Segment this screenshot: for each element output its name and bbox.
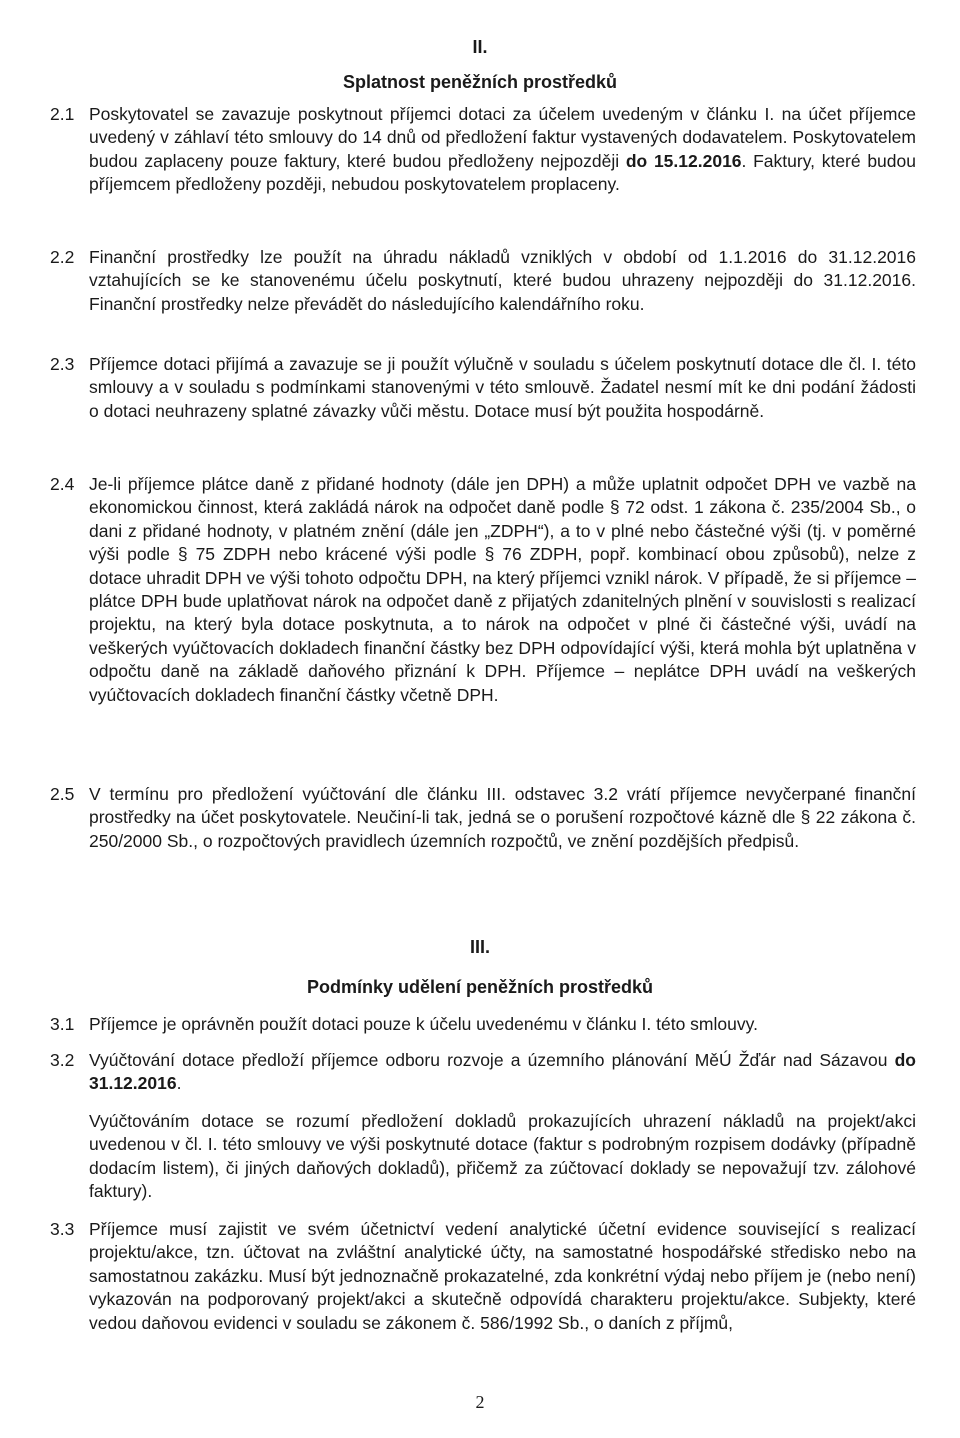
item-2-5-text: V termínu pro předložení vyúčtování dle článku III. odstavec 3.2 vrátí příjemce nevyčerpané finanční prostředky na účet poskytovatele. Neučiní-li tak, jedná se o porušení rozpočtové kázně dle § 22 zákona č. 250/2000 Sb., o rozpočtových pravidlech územních rozpočtů, ve znění pozdějších předpisů. [89, 784, 916, 851]
item-2-3-text: Příjemce dotaci přijímá a zavazuje se ji použít výlučně v souladu s účelem poskytnutí dotace dle čl. I. této smlouvy a v souladu s podmínkami stanovenými v této smlouvě. Žadatel nesmí mít ke dni podání žádosti o dotaci neuhrazeny splatné závazky vůči městu. Dotace musí být použita hospodárně. [89, 354, 916, 421]
item-3-1-text: Příjemce je oprávněn použít dotaci pouze k účelu uvedenému v článku I. této smlouvy. [89, 1014, 758, 1034]
item-3-3-number: 3.3 [50, 1219, 75, 1239]
item-3-1-number: 3.1 [50, 1014, 75, 1034]
item-2-4-number: 2.4 [50, 474, 75, 494]
section-3-title: Podmínky udělení peněžních prostředků [306, 977, 654, 997]
section-2-title: Splatnost peněžních prostředků [342, 72, 618, 92]
item-2-5-number: 2.5 [50, 784, 75, 804]
item-2-3-number: 2.3 [50, 354, 75, 374]
item-3-2-text-end: . [176, 1073, 182, 1094]
section-3-number: III. [469, 937, 490, 957]
item-3-2-text-start: Vyúčtování dotace předloží příjemce odboru rozvoje a územního plánování MěÚ Žďár nad Sázavou [89, 1050, 895, 1070]
page-number: 2 [475, 1392, 485, 1412]
item-2-1-text [89, 103, 916, 197]
item-3-3-text: Příjemce musí zajistit ve svém účetnictví vedení analytické účetní evidence související s realizací projektu/akce, tzn. účtovat na zvláštní analytické účty, na samostatné hospodářské středisko nebo na samostatnou zakázku. Musí být jednoznačně prokazatelné, zda konkrétní výdaj nebo příjem je (nebo není) vykazován na podporovaný projekt/akci a skutečně odpovídá charakteru projektu/akce. Subjekty, které vedou daňovou evidenci v souladu se zákonem č. 586/1992 Sb., o daních z příjmů, [89, 1219, 916, 1333]
section-2-number: II. [472, 37, 488, 57]
item-3-2-text [89, 1049, 916, 1096]
item-2-1-text-start: Poskytovatel se zavazuje poskytnout příjemci dotaci za účelem uvedeným v článku I. na účet příjemce uvedený v záhlaví této smlouvy do 14 dnů od předložení faktur vystavených dodavatelem. Poskytovatelem budou zaplaceny pouze faktury, které budou předloženy nejpozději [89, 104, 916, 171]
item-3-2-deadline: do 31.12.2016 [89, 1050, 916, 1094]
item-2-1-number: 2.1 [50, 104, 75, 124]
item-2-4-text: Je-li příjemce plátce daně z přidané hodnoty (dále jen DPH) a může uplatnit odpočet DPH ve vazbě na ekonomickou činnost, která zakládá nárok na odpočet daně podle § 72 odst. 1 zákona č. 235/2004 Sb., o dani z přidané hodnoty, v platném znění (dále jen „ZDPH“), a to v plné nebo částečné výši (tj. v poměrné výši podle § 75 ZDPH nebo krácené výši podle § 76 ZDPH, popř. kombinací obou způsobů), nelze z dotace uhradit DPH ve výši tohoto odpočtu DPH, na který příjemci vznikl nárok. V případě, že si příjemce – plátce DPH bude uplatňovat nárok na odpočet daně z přijatých zdanitelných plnění v souvislosti s realizací projektu, na který byla dotace poskytnuta, a to nárok na odpočet v plné či částečné výši, uvádí na veškerých vyúčtovacích dokladech finanční částky bez DPH odpovídající výši, která mohla být uplatněna v odpočtu daně na základě daňového přiznání k DPH. Příjemce – neplátce DPH uvádí na veškerých vyúčtovacích dokladech finanční částky včetně DPH. [89, 474, 916, 705]
item-2-2-number: 2.2 [50, 247, 75, 267]
item-2-1-text-end: . Faktury, které budou příjemcem předloženy později, nebudou poskytovatelem proplaceny. [89, 150, 916, 195]
item-2-1-deadline: do 15.12.2016 [625, 150, 742, 171]
item-3-2-extra-text: Vyúčtováním dotace se rozumí předložení dokladů prokazujících uhrazení nákladů na projekt/akci uvedenou v čl. I. této smlouvy ve výši poskytnuté dotace (faktur s podrobným rozpisem dodávky (případně dodacím listem), či jiných daňových dokladů), přičemž za zúčtovací doklady se nepovažují tzv. zálohové faktury). [89, 1111, 916, 1202]
item-2-2-text: Finanční prostředky lze použít na úhradu nákladů vzniklých v období od 1.1.2016 do 31.12.2016 vztahujících se ke stanovenému účelu poskytnutí, které budou uhrazeny nejpozději do 31.12.2016. Finanční prostředky nelze převádět do následujícího kalendářního roku. [89, 247, 916, 314]
item-3-2-number: 3.2 [50, 1050, 75, 1070]
